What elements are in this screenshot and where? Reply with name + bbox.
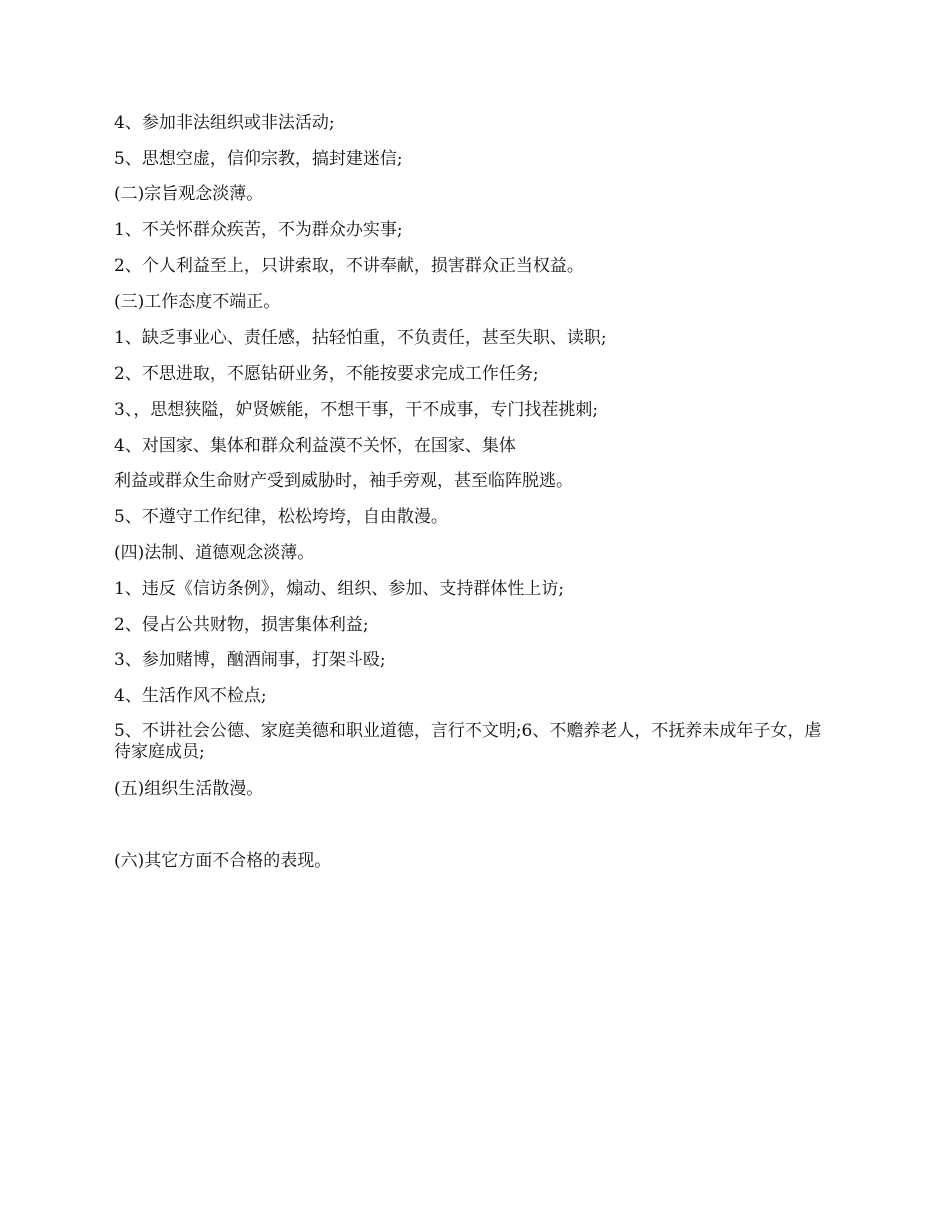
text-line: 1、不关怀群众疾苦，不为群众办实事;	[114, 220, 403, 240]
text-line: 3、，思想狭隘，妒贤嫉能，不想干事，干不成事，专门找茬挑刺;	[114, 400, 599, 420]
text-line: 2、不思进取，不愿钻研业务，不能按要求完成工作任务;	[114, 364, 539, 384]
text-line: 利益或群众生命财产受到威胁时，袖手旁观，甚至临阵脱逃。	[114, 471, 573, 491]
section-heading: (二)宗旨观念淡薄。	[114, 184, 264, 204]
text-line: 1、违反《信访条例》，煽动、组织、参加、支持群体性上访;	[114, 579, 565, 599]
text-paragraph: 5、不讲社会公德、家庭美德和职业道德，言行不文明;6、不赡养老人，不抚养未成年子女，虐待家庭成员;	[114, 721, 822, 762]
text-line: 5、思想空虚，信仰宗教，搞封建迷信;	[114, 149, 403, 169]
text-line: 5、不遵守工作纪律，松松垮垮，自由散漫。	[114, 507, 448, 527]
text-line: 4、参加非法组织或非法活动;	[114, 113, 335, 133]
text-line: 3、参加赌博，酗酒闹事，打架斗殴;	[114, 650, 386, 670]
text-line: 2、个人利益至上，只讲索取，不讲奉献，损害群众正当权益。	[114, 256, 584, 276]
text-line: 4、生活作风不检点;	[114, 686, 267, 706]
text-line: 1、缺乏事业心、责任感，拈轻怕重，不负责任，甚至失职、读职;	[114, 328, 607, 348]
text-line: 2、侵占公共财物，损害集体利益;	[114, 615, 369, 635]
section-heading: (六)其它方面不合格的表现。	[114, 851, 332, 871]
section-heading: (四)法制、道德观念淡薄。	[114, 543, 315, 563]
section-heading: (三)工作态度不端正。	[114, 292, 281, 312]
text-line: 4、对国家、集体和群众利益漠不关怀，在国家、集体	[114, 436, 516, 456]
section-heading: (五)组织生活散漫。	[114, 779, 264, 799]
